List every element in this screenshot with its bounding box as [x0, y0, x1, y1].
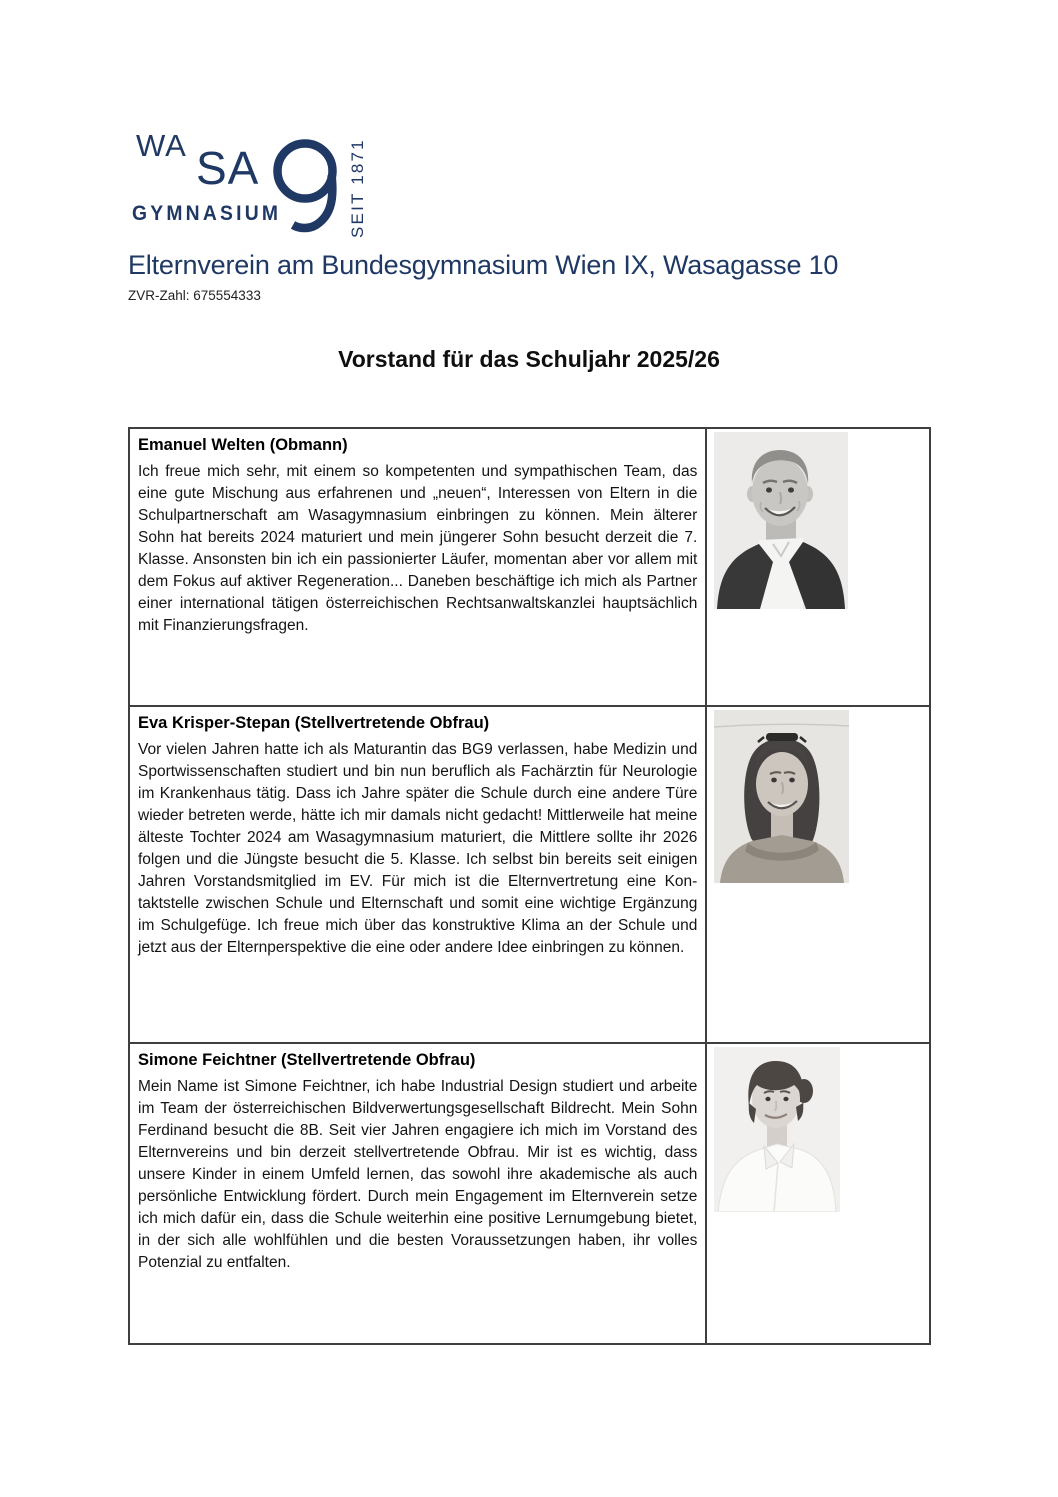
member-bio: Mein Name ist Simone Feichtner, ich habe Industrial Design studiert und arbeite im Team der österreichischen Bildverwertungsgesellschaft Bildrecht. Mein Sohn Ferdinand besucht die 8B. Seit vier Jahren engagiere ich mich im Vorstand des Elternvereins und bin derzeit stellvertretende Obfrau. Mir ist es wichtig, dass unsere Kinder in einem Umfeld lernen, das sowohl ihre akademische als auch persönliche Entwicklung fördert. Durch mein Engagement im Elternverein setze ich mich dafür ein, dass die Schule weiterhin eine positive Lernumgebung bietet, in der sich alle wohlfühlen und die besten Voraussetzungen haben, ihr volles Potenzial zu entfalten. — [138, 1078, 698, 1272]
member-photo-cell — [706, 706, 930, 1043]
logo-text-sa: SA — [196, 142, 260, 194]
zvr-number: ZVR-Zahl: 675554333 — [128, 288, 261, 303]
member-name: Simone Feichtner (Stellvertretende Obfrau) — [138, 1051, 476, 1069]
page-title: Elternverein am Bundesgymnasium Wien IX, Wasagasse 10 — [128, 250, 839, 280]
member-photo — [714, 432, 848, 609]
board-table — [128, 427, 931, 1345]
member-photo — [714, 1047, 840, 1212]
school-logo — [126, 122, 396, 250]
member-cell — [129, 706, 706, 1043]
member-photo-cell — [706, 428, 930, 706]
member-cell — [129, 1043, 706, 1344]
member-photo-cell — [706, 1043, 930, 1344]
table-row — [129, 706, 930, 1043]
table-row — [129, 428, 930, 706]
logo-nine-icon — [272, 139, 340, 233]
table-row — [129, 1043, 930, 1344]
logo-text-wa: WA — [136, 128, 187, 163]
member-bio: Ich freue mich sehr, mit einem so kompetenten und sympathischen Team, das eine gute Mischung aus erfahrenen und „neuen“, Interessen von Eltern in die Schulpartnerschaft am Wasagymnasium einbringen zu können. Mein älterer Sohn hat bereits 2024 maturiert und mein jüngerer Sohn besucht derzeit die 7. Klasse. Ansonsten bin ich ein passionierter Läufer, momentan aber vor allem mit dem Fokus auf aktiver Regeneration... Daneben beschäftige ich mich als Partner einer international tätigen österreichischen Rechtsanwaltskanzlei hauptsächlich mit Finanzierungsfragen. — [138, 463, 698, 635]
section-heading: Vorstand für das Schuljahr 2025/26 — [338, 346, 720, 372]
member-cell — [129, 428, 706, 706]
member-name: Emanuel Welten (Obmann) — [138, 436, 348, 454]
logo-text-gymnasium: GYMNASIUM — [132, 202, 282, 225]
member-bio: Vor vielen Jahren hatte ich als Maturantin das BG9 verlassen, habe Medizin und Sportwissenschaften studiert und bin nun beruflich als Fachärztin für Neurologie im Krankenhaus tätig. Dass ich Jahre später die Schule durch eine andere Türe wieder betreten werde, hätte ich mir damals nicht gedacht! Mittlerweile hat meine älteste Tochter 2024 am Wasagymnasium maturiert, die Mittlere sollte ihr 2026 folgen und die Jüngste besucht die 5. Klasse. Ich selbst bin bereits seit einigen Jahren Vorstandsmitglied im EV. Für mich ist die Elternvertretung eine Kontaktstelle zwischen Schule und Elternschaft und somit eine wichtige Ergänzung im Schulgefüge. Ich freue mich über das konstruktive Klima an der Schule und jetzt aus der Elternperspektive die eine oder andere Idee einbringen zu können. — [138, 741, 698, 957]
logo-text-seit: SEIT 1871 — [348, 138, 367, 238]
member-name: Eva Krisper-Stepan (Stellvertretende Obfrau) — [138, 714, 490, 732]
member-photo — [714, 710, 849, 883]
